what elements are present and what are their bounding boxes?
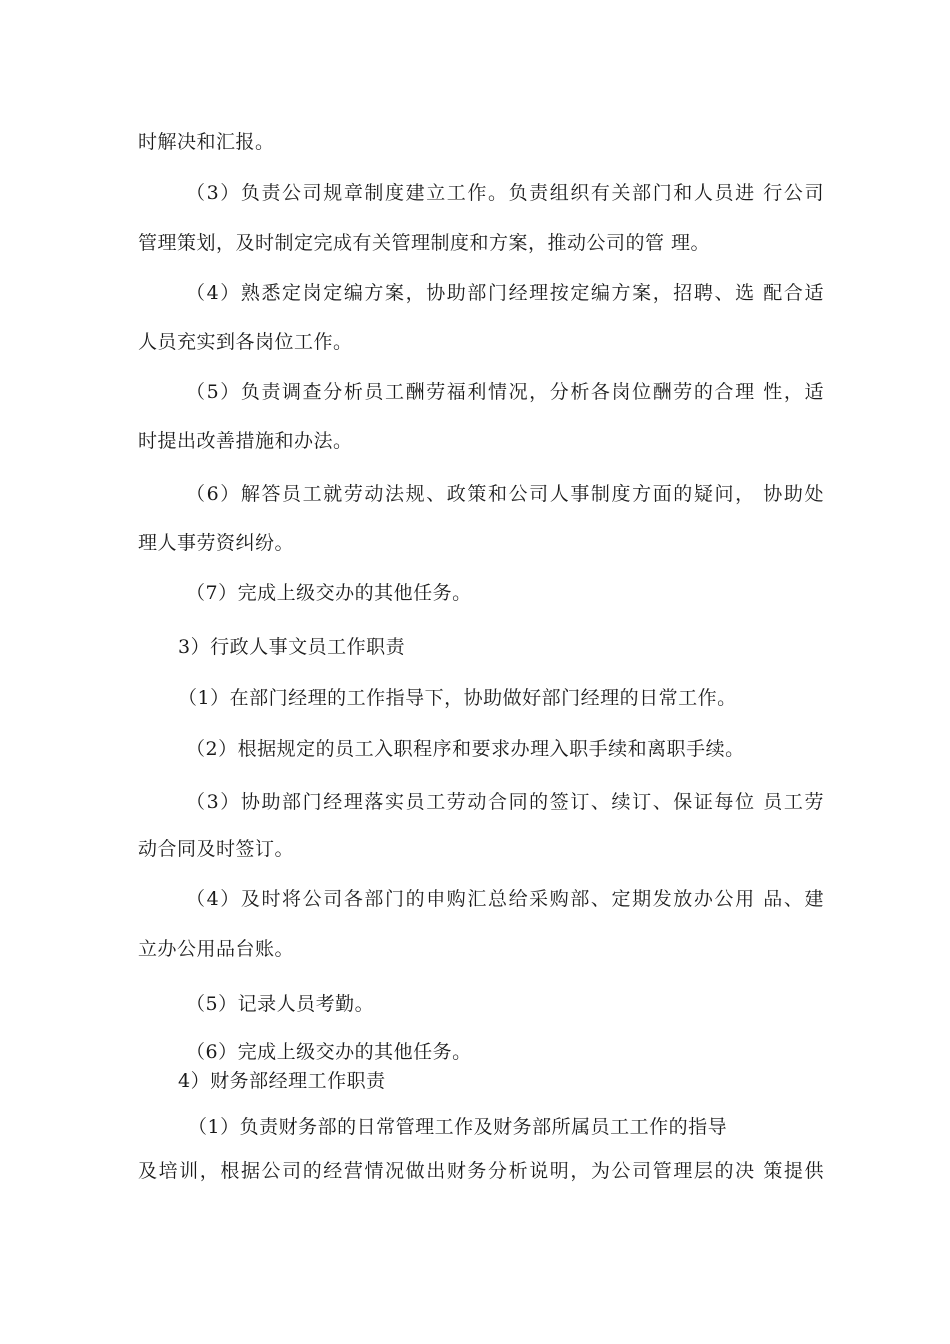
list-item-text: （5）负责调查分析员工酬劳福利情况，分析各岗位酬劳的合理 性，适 xyxy=(186,381,824,403)
section-heading: 3）行政人事文员工作职责 xyxy=(178,636,406,658)
list-item-text: （5）记录人员考勤。 xyxy=(186,993,375,1015)
list-item-text: （6）完成上级交办的其他任务。 xyxy=(186,1041,472,1063)
list-item-text: （1）负责财务部的日常管理工作及财务部所属员工工作的指导 xyxy=(188,1116,728,1138)
text-line: 时解决和汇报。 xyxy=(138,131,275,153)
list-item-text: （3）负责公司规章制度建立工作。负责组织有关部门和人员进 行公司 xyxy=(186,182,824,204)
list-item-text: （6）解答员工就劳动法规、政策和公司人事制度方面的疑问， 协助处 xyxy=(186,483,824,505)
list-item-text: （7）完成上级交办的其他任务。 xyxy=(186,582,472,604)
text-line: 动合同及时签订。 xyxy=(138,838,295,860)
text-line: 立办公用品台账。 xyxy=(138,938,295,960)
list-item-text: （1）在部门经理的工作指导下，协助做好部门经理的日常工作。 xyxy=(178,687,737,709)
text-line: 理人事劳资纠纷。 xyxy=(138,532,295,554)
text-line: 及培训，根据公司的经营情况做出财务分析说明，为公司管理层的决 策提供 xyxy=(138,1160,824,1182)
text-line: 人员充实到各岗位工作。 xyxy=(138,331,353,353)
list-item-text: （3）协助部门经理落实员工劳动合同的签订、续订、保证每位 员工劳 xyxy=(186,791,824,813)
section-heading: 4）财务部经理工作职责 xyxy=(178,1070,386,1092)
text-line: 时提出改善措施和办法。 xyxy=(138,430,353,452)
list-item-text: （4）熟悉定岗定编方案，协助部门经理按定编方案，招聘、选 配合适 xyxy=(186,282,824,304)
list-item-text: （2）根据规定的员工入职程序和要求办理入职手续和离职手续。 xyxy=(186,738,745,760)
list-item-text: （4）及时将公司各部门的申购汇总给采购部、定期发放办公用 品、建 xyxy=(186,888,824,910)
text-line: 管理策划，及时制定完成有关管理制度和方案，推动公司的管 理。 xyxy=(138,232,711,254)
